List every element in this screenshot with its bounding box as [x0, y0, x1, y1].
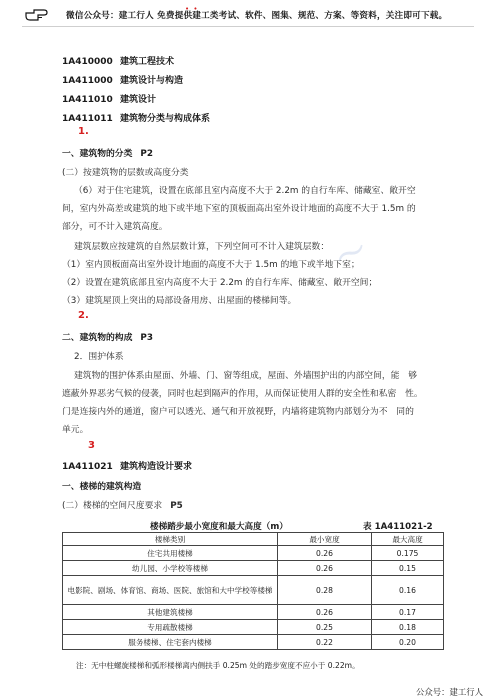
heading-code: 1A411000 [62, 76, 113, 86]
heading-2 [62, 73, 183, 86]
list-item: （3）建筑屋顶上突出的局部设备用房、出屋面的楼梯间等。 [62, 296, 297, 306]
table-cell: 服务楼梯、住宅套内楼梯 [63, 635, 278, 650]
heading-title: 建筑设计 [120, 95, 157, 105]
table-cell: 幼儿园、小学校等楼梯 [63, 561, 278, 576]
table-cell: 0.17 [372, 605, 444, 620]
section-3-subtitle: 一、楼梯的建筑构造 [62, 482, 142, 492]
pointing-hand-icon [24, 7, 50, 23]
section-3-subtitle-2: (二）楼梯的空间尺度要求 P5 [62, 501, 183, 511]
paragraph-line: 部分，可不计入建筑高度。 [62, 222, 168, 232]
table-cell: 0.26 [278, 605, 372, 620]
marker-3: 3 [88, 440, 95, 451]
footer-text: 公众号：建工行人 [416, 687, 483, 697]
heading-code: 1A411021 [62, 462, 113, 472]
section-3-heading [62, 459, 192, 472]
column-header: 楼梯类别 [63, 533, 278, 546]
table-cell: 其他建筑楼梯 [63, 605, 278, 620]
table-cell: 0.28 [278, 576, 372, 605]
heading-1 [62, 54, 174, 67]
section-2-subtitle: 2．围护体系 [74, 352, 124, 362]
table-row [63, 576, 444, 605]
paragraph-line: 门是连接内外的通道，窗户可以透光、通气和开放视野，内墙将建筑物内部划分为不 同的 [62, 407, 414, 417]
heading-3 [62, 92, 156, 105]
table-row [63, 546, 444, 561]
table-note: 注：无中柱螺旋楼梯和弧形楼梯离内侧扶手 0.25m 处的踏步宽度不应小于 0.22m。 [76, 661, 360, 670]
page-ref: P2 [140, 149, 153, 159]
paragraph-line: 单元。 [62, 425, 89, 435]
page-ref: P3 [140, 333, 153, 343]
column-header: 最小宽度 [278, 533, 372, 546]
table-cell: 住宅共用楼梯 [63, 546, 278, 561]
list-item: （2）设置在建筑底部且室内高度不大于 2.2m 的自行车库、储藏室、敞开空间； [62, 278, 378, 288]
marker-1: 1. [78, 126, 89, 137]
table-cell: 0.26 [278, 546, 372, 561]
table-row [63, 561, 444, 576]
heading-title: 建筑设计与构造 [120, 76, 184, 86]
heading-title: 建筑构造设计要求 [120, 462, 193, 472]
heading-title: 建筑工程技术 [120, 57, 175, 67]
table-cell: 0.25 [278, 620, 372, 635]
table-row [63, 605, 444, 620]
table-title: 楼梯踏步最小宽度和最大高度（m） [150, 522, 288, 532]
page-ref: P5 [170, 501, 183, 511]
column-header: 最大高度 [372, 533, 444, 546]
heading-code: 1A410000 [62, 57, 113, 67]
paragraph: 建筑层数应按建筑的自然层数计算，下列空间可不计入建筑层数： [74, 242, 330, 252]
table-header-row [63, 533, 444, 546]
table-cell: 0.15 [372, 561, 444, 576]
banner-text: 微信公众号：建工行人 免费提供建工类考试、软件、图集、规范、方案、等资料，关注即可下载。 [66, 11, 448, 21]
table-cell: 0.20 [372, 635, 444, 650]
header-banner [22, 6, 474, 27]
section-1-subtitle: (二）按建筑物的层数或高度分类 [62, 168, 189, 178]
heading-4 [62, 111, 210, 124]
table-row [63, 635, 444, 650]
table-cell: 0.18 [372, 620, 444, 635]
table-number: 表 1A411021-2 [363, 522, 433, 532]
marker-2: 2. [78, 310, 89, 321]
heading-code: 1A411011 [62, 114, 113, 124]
heading-title: 建筑物分类与构成体系 [120, 114, 211, 124]
table-cell: 0.175 [372, 546, 444, 561]
paragraph-line: 遮蔽外界恶劣气候的侵袭，同时也起到隔声的作用，从而保证使用人群的安全性和私密 性。 [62, 389, 423, 399]
table-cell: 电影院、剧场、体育馆、商场、医院、旅馆和大中学校等楼梯 [63, 576, 278, 605]
table-cell: 0.16 [372, 576, 444, 605]
paragraph-line: 建筑物的围护体系由屋面、外墙、门、窗等组成，屋面、外墙围护出的内部空间，能 够 [74, 371, 418, 381]
table-cell: 专用疏散楼梯 [63, 620, 278, 635]
paragraph-line: 间，室内外高差或建筑的地下或半地下室的顶板面高出室外设计地面的高度不大于 1.5m 的 [62, 204, 416, 214]
table-cell: 0.22 [278, 635, 372, 650]
list-item: （1）室内顶板面高出室外设计地面的高度不大于 1.5m 的地下或半地下室； [62, 260, 360, 270]
watermark: ～ [330, 192, 448, 278]
section-2-title: 二、建筑物的构成 P3 [62, 333, 153, 343]
table-row [63, 620, 444, 635]
heading-code: 1A411010 [62, 95, 113, 105]
table-cell: 0.26 [278, 561, 372, 576]
paragraph-line: （6）对于住宅建筑，设置在底部且室内高度不大于 2.2m 的自行车库、储藏室、敞开空 [74, 186, 416, 196]
section-1-title: 一、建筑物的分类 P2 [62, 149, 153, 159]
red-dots: • • [185, 5, 199, 13]
stairs-table [62, 532, 444, 650]
